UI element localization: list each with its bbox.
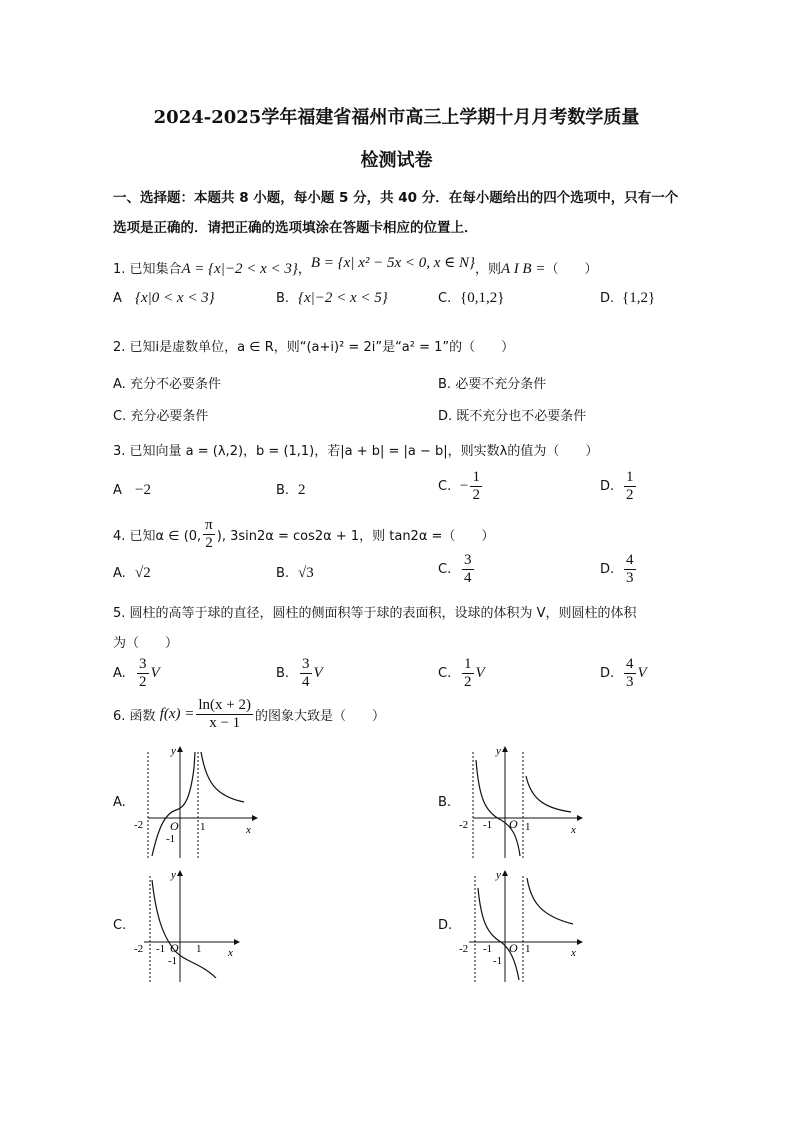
q5-option-a[interactable]: A. $\frac{3}{2}$ V <box>113 656 160 690</box>
tick-1: 1 <box>196 943 202 955</box>
y-label: y <box>171 745 176 757</box>
tick-neg2: -2 <box>134 943 144 955</box>
q3-option-c[interactable]: C. − $\frac{1}{2}$ <box>438 469 480 503</box>
q3-option-b[interactable]: B. 2 <box>276 482 306 498</box>
q3-option-d[interactable]: D. $\frac{1}{2}$ <box>600 469 634 503</box>
q6-graph-c[interactable] <box>130 864 245 986</box>
curve-right <box>201 752 244 802</box>
question-3: 3. 已知向量 a = (λ,2)，b = (1,1)，若|a + b| = |a − b|，则实数λ的值为（ ） <box>113 444 599 459</box>
q4-option-c[interactable]: C. $\frac{3}{4}$ <box>438 552 472 586</box>
section-header-line2: 选项是正确的．请把正确的选项填涂在答题卡相应的位置上． <box>113 220 478 236</box>
x-axis-arrow <box>234 939 240 945</box>
q5-option-b[interactable]: B. $\frac{3}{4}$ V <box>276 656 323 690</box>
x-axis-arrow <box>577 815 583 821</box>
q6-graph-d[interactable] <box>455 864 585 986</box>
q6-option-a-label[interactable]: A. <box>113 795 126 810</box>
question-1: 1. 已知集合A = {x|−2 < x < 3}，B = {x| x² − 5x < 0, x ∈ N}，则A I B =（ ） <box>113 255 598 277</box>
curve-right <box>527 878 573 924</box>
y-axis-arrow <box>177 746 183 752</box>
question-5-line2: 为（ ） <box>113 636 179 651</box>
curve-right <box>526 776 571 812</box>
tick-neg1-y: -1 <box>493 955 503 967</box>
q6-option-b-label[interactable]: B. <box>438 795 452 810</box>
page-title: 2024-2025学年福建省福州市高三上学期十月月考数学质量 <box>153 107 640 128</box>
tick-1: 1 <box>525 943 531 955</box>
x-axis-arrow <box>252 815 258 821</box>
q4-option-a[interactable]: A. √2 <box>113 565 151 581</box>
question-6: 6. 函数 f(x) = $\frac{\ln(x + 2)}{x - 1}$ 的图象大致是（ ） <box>113 697 386 731</box>
tick-neg2: -2 <box>459 943 469 955</box>
tick-1: 1 <box>525 821 531 833</box>
q6-option-d-label[interactable]: D. <box>438 918 453 933</box>
curve <box>152 880 216 978</box>
q6-option-c-label[interactable]: C. <box>113 918 127 933</box>
tick-neg1-y: -1 <box>168 955 178 967</box>
page-subtitle: 检测试卷 <box>360 150 433 171</box>
q1-option-c[interactable]: C. {0,1,2} <box>438 290 505 306</box>
section-header-line1: 一、选择题：本题共 8 小题，每小题 5 分，共 40 分．在每小题给出的四个选项中，只有一个 <box>113 190 679 206</box>
origin-label: O <box>170 941 179 955</box>
y-label: y <box>171 869 176 881</box>
tick-neg1: -1 <box>483 943 493 955</box>
q2-option-d[interactable]: D. 既不充分也不必要条件 <box>438 409 587 424</box>
q2-option-a[interactable]: A. 充分不必要条件 <box>113 377 221 392</box>
x-label: x <box>571 947 576 959</box>
origin-label: O <box>509 941 518 955</box>
q5-option-d[interactable]: D. $\frac{4}{3}$ V <box>600 656 647 690</box>
q1-option-d[interactable]: D. {1,2} <box>600 290 656 306</box>
x-label: x <box>246 824 251 836</box>
question-4: 4. 已知α ∈ (0, $\frac{\pi}{2}$ ), 3sin2α = cos2α + 1，则 tan2α =（ ） <box>113 517 495 551</box>
q3-option-a[interactable]: A −2 <box>113 482 151 498</box>
question-5-line1: 5. 圆柱的高等于球的直径，圆柱的侧面积等于球的表面积，设球的体积为 V，则圆柱的体积 <box>113 606 637 621</box>
y-label: y <box>496 869 501 881</box>
q1-option-a[interactable]: A {x|0 < x < 3} <box>113 290 215 306</box>
q2-option-c[interactable]: C. 充分必要条件 <box>113 409 209 424</box>
y-axis-arrow <box>502 870 508 876</box>
origin-label: O <box>509 817 518 831</box>
q6-graph-a[interactable] <box>130 740 260 862</box>
q4-option-b[interactable]: B. √3 <box>276 565 314 581</box>
y-label: y <box>496 745 501 757</box>
q6-graph-b[interactable] <box>455 740 585 862</box>
origin-label: O <box>170 819 179 833</box>
q1-option-b[interactable]: B. {x|−2 < x < 5} <box>276 290 388 306</box>
tick-neg1: -1 <box>166 833 176 845</box>
y-axis-arrow <box>177 870 183 876</box>
x-label: x <box>228 947 233 959</box>
tick-neg1: -1 <box>483 819 493 831</box>
curve-left <box>476 760 520 856</box>
x-label: x <box>571 824 576 836</box>
q2-option-b[interactable]: B. 必要不充分条件 <box>438 377 547 392</box>
tick-neg2: -2 <box>134 819 144 831</box>
q5-option-c[interactable]: C. $\frac{1}{2}$ V <box>438 656 485 690</box>
question-2: 2. 已知i是虚数单位，a ∈ R，则“(a+i)² = 2i”是“a² = 1”的（ ） <box>113 340 515 355</box>
q4-option-d[interactable]: D. $\frac{4}{3}$ <box>600 552 634 586</box>
tick-neg1: -1 <box>156 943 166 955</box>
x-axis-arrow <box>577 939 583 945</box>
tick-1: 1 <box>200 821 206 833</box>
y-axis-arrow <box>502 746 508 752</box>
tick-neg2: -2 <box>459 819 469 831</box>
